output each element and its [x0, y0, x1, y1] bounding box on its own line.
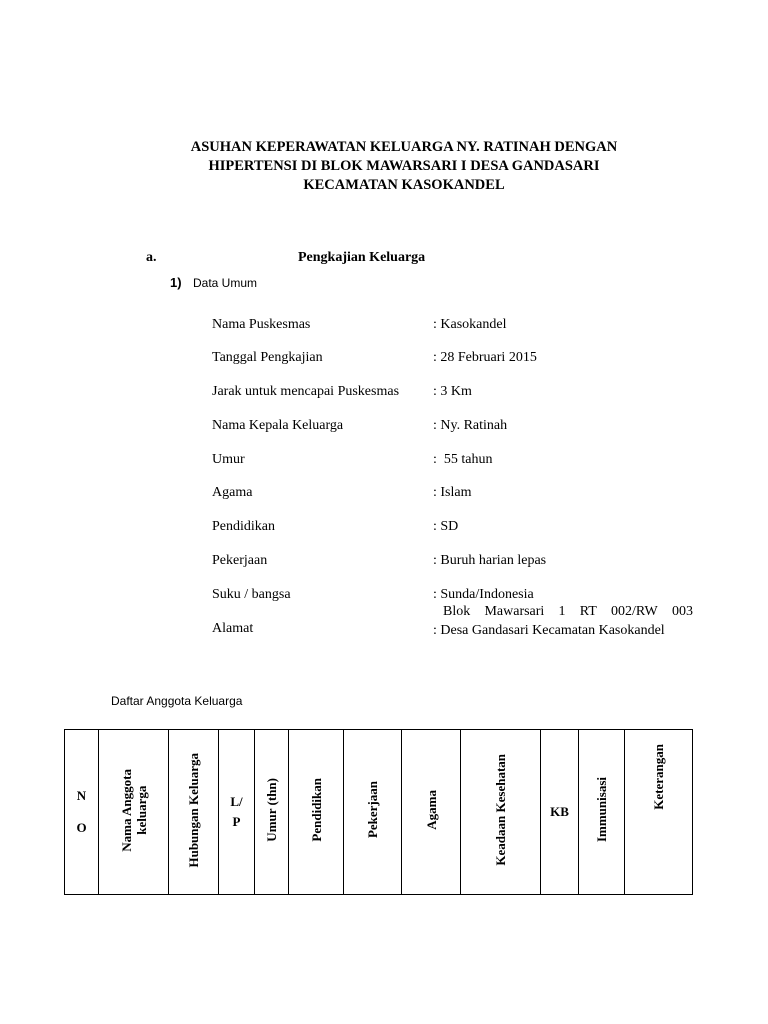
field-label-umur: Umur: [212, 452, 245, 467]
header-nama-line-2: keluarga: [133, 785, 149, 835]
subsection-title: Data Umum: [193, 276, 258, 290]
field-value-suku-bangsa: : Sunda/Indonesia: [433, 587, 534, 602]
members-header-row: [65, 730, 693, 895]
header-immunisasi: [579, 730, 625, 895]
section-letter: a.: [146, 250, 157, 265]
title-line-1: ASUHAN KEPERAWATAN KELUARGA NY. RATINAH DENGAN: [190, 139, 618, 155]
title-line-2: HIPERTENSI DI BLOK MAWARSARI I DESA GANDASARI: [208, 158, 600, 174]
address-line-1: [443, 604, 693, 620]
field-label-kepala-keluarga: Nama Kepala Keluarga: [212, 418, 344, 433]
field-value-pendidikan: : SD: [433, 519, 459, 534]
header-no: [65, 730, 99, 895]
header-nama-line-1: Nama Anggota: [118, 768, 134, 852]
header-immunisasi-text: Immunisasi: [594, 777, 609, 843]
address-word: 002/RW: [611, 604, 658, 619]
field-value-pekerjaan: : Buruh harian lepas: [433, 553, 547, 568]
field-value-jarak: : 3 Km: [433, 384, 472, 399]
members-table: [64, 729, 693, 895]
header-hubungan-keluarga: [169, 730, 219, 895]
header-keadaan-text: Keadaan Kesehatan: [493, 754, 508, 866]
field-label-alamat: Alamat: [212, 621, 254, 636]
header-nama-anggota: [99, 730, 169, 895]
document-title: [0, 138, 768, 195]
header-agama-text: Agama: [423, 790, 439, 830]
field-label-pekerjaan: Pekerjaan: [212, 553, 268, 568]
field-label-jarak: Jarak untuk mencapai Puskesmas: [212, 384, 400, 399]
header-no-line-1: N: [76, 788, 87, 803]
header-pekerjaan-text: Pekerjaan: [365, 781, 380, 839]
header-pendidikan: [289, 730, 344, 895]
field-label-tanggal-pengkajian: Tanggal Pengkajian: [212, 350, 323, 365]
field-label-pendidikan: Pendidikan: [212, 519, 275, 534]
field-value-agama: : Islam: [433, 485, 472, 500]
field-label-agama: Agama: [212, 485, 253, 500]
header-umur-text: Umur (thn): [264, 778, 279, 842]
header-pekerjaan: [344, 730, 402, 895]
field-value-umur: : 55 tahun: [433, 452, 493, 467]
field-value-alamat: : Desa Gandasari Kecamatan Kasokandel: [433, 623, 665, 638]
header-umur: [255, 730, 289, 895]
header-keterangan-text: Keterangan: [651, 744, 666, 810]
header-hubungan-text: Hubungan Keluarga: [186, 752, 201, 868]
field-label-suku-bangsa: Suku / bangsa: [212, 587, 291, 602]
field-value-nama-puskesmas: : Kasokandel: [433, 317, 507, 332]
address-word: 1: [558, 604, 566, 619]
header-kb: [541, 730, 579, 895]
header-agama: [402, 730, 461, 895]
field-value-kepala-keluarga: : Ny. Ratinah: [433, 418, 508, 433]
header-keterangan: [625, 730, 693, 895]
section-title: Pengkajian Keluarga: [298, 250, 426, 265]
address-word: Blok: [443, 604, 471, 619]
header-lp-line-1: L/: [230, 794, 243, 809]
header-lp: [219, 730, 255, 895]
title-line-3: KECAMATAN KASOKANDEL: [303, 177, 505, 193]
header-kb-text: KB: [550, 804, 569, 819]
field-label-nama-puskesmas: Nama Puskesmas: [212, 317, 311, 332]
subsection-number: 1): [170, 275, 182, 290]
header-keadaan-kesehatan: [461, 730, 541, 895]
members-table-title: Daftar Anggota Keluarga: [111, 694, 243, 708]
header-lp-line-2: P: [232, 814, 241, 829]
header-no-line-2: O: [76, 820, 87, 835]
address-word: 003: [671, 604, 693, 619]
address-word: RT: [579, 604, 597, 619]
field-value-tanggal-pengkajian: : 28 Februari 2015: [433, 350, 537, 365]
address-word: Mawarsari: [484, 604, 545, 619]
header-pendidikan-text: Pendidikan: [308, 778, 324, 842]
